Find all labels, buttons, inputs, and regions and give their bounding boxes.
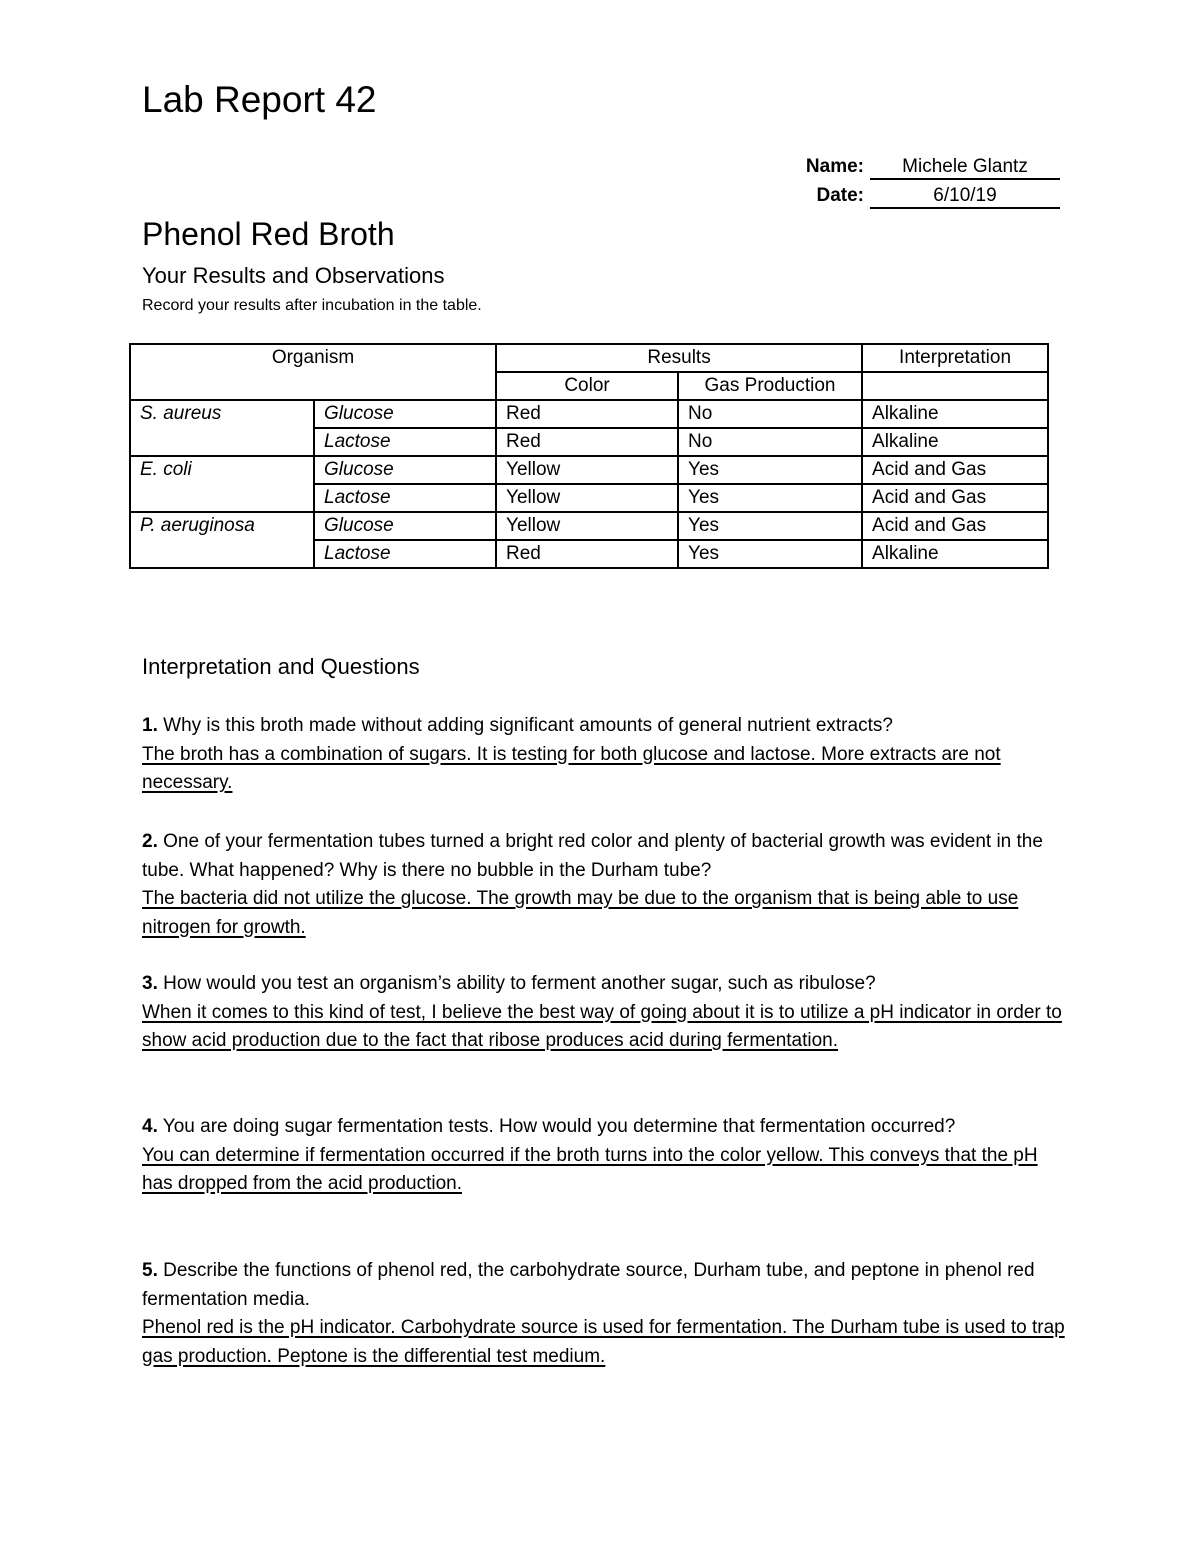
answer-text: When it comes to this kind of test, I believe the best way of going about it is to utilize a pH indicator in order to show acid production due to the fact that ribose produces acid during fermentation.: [142, 1001, 1062, 1051]
date-label: Date:: [816, 185, 864, 206]
question-block: [142, 1257, 1072, 1371]
cell-organism: E. coli: [130, 456, 314, 512]
header-interpretation: Interpretation: [862, 344, 1048, 372]
answer-text: The broth has a combination of sugars. It is testing for both glucose and lactose. More extracts are not necessary.: [142, 743, 1001, 793]
cell-gas: No: [678, 428, 862, 456]
header-organism: Organism: [130, 344, 496, 400]
table-row: [130, 456, 1048, 484]
cell-color: Yellow: [496, 512, 678, 540]
cell-interpretation: Acid and Gas: [862, 512, 1048, 540]
questions-heading: Interpretation and Questions: [142, 654, 420, 679]
header-results: Results: [496, 344, 862, 372]
question-block: [142, 1113, 1072, 1199]
answer-text: Phenol red is the pH indicator. Carbohydrate source is used for fermentation. The Durham tube is used to trap gas production. Peptone is the differential test medium.: [142, 1317, 1065, 1367]
cell-color: Red: [496, 428, 678, 456]
cell-sugar: Glucose: [314, 456, 496, 484]
table-row: [130, 400, 1048, 428]
cell-gas: No: [678, 400, 862, 428]
cell-interpretation: Alkaline: [862, 400, 1048, 428]
cell-sugar: Glucose: [314, 512, 496, 540]
header-gas: Gas Production: [678, 372, 862, 400]
question-block: [142, 712, 1072, 798]
question-text: Describe the functions of phenol red, the carbohydrate source, Durham tube, and peptone in phenol red fermentation media.: [142, 1260, 1035, 1310]
question-number: 1.: [142, 715, 158, 736]
name-value: Michele Glantz: [870, 156, 1060, 180]
cell-gas: Yes: [678, 456, 862, 484]
section-title: Phenol Red Broth: [142, 216, 395, 252]
results-table: [129, 343, 1049, 569]
name-label: Name:: [805, 156, 864, 177]
cell-interpretation: Alkaline: [862, 428, 1048, 456]
question-text: You are doing sugar fermentation tests. How would you determine that fermentation occurred?: [162, 1116, 956, 1137]
question-text: Why is this broth made without adding significant amounts of general nutrient extracts?: [163, 715, 893, 736]
question-text: One of your fermentation tubes turned a bright red color and plenty of bacterial growth was evident in the tube. What happened? Why is there no bubble in the Durham tube?: [142, 831, 1043, 881]
results-heading: Your Results and Observations: [142, 263, 445, 288]
page-title: Lab Report 42: [142, 79, 377, 120]
question-number: 2.: [142, 831, 158, 852]
cell-color: Yellow: [496, 484, 678, 512]
cell-organism: S. aureus: [130, 400, 314, 456]
cell-color: Red: [496, 400, 678, 428]
question-block: [142, 970, 1072, 1056]
cell-interpretation: Acid and Gas: [862, 456, 1048, 484]
cell-sugar: Glucose: [314, 400, 496, 428]
cell-organism: P. aeruginosa: [130, 512, 314, 568]
answer-text: You can determine if fermentation occurred if the broth turns into the color yellow. This conveys that the pH has dropped from the acid production.: [142, 1144, 1038, 1194]
cell-sugar: Lactose: [314, 484, 496, 512]
answer-text: The bacteria did not utilize the glucose. The growth may be due to the organism that is being able to use nitrogen for growth.: [142, 888, 1019, 938]
cell-sugar: Lactose: [314, 428, 496, 456]
header-empty: [862, 372, 1048, 400]
question-number: 3.: [142, 973, 158, 994]
question-number: 5.: [142, 1260, 158, 1281]
table-row: [130, 512, 1048, 540]
cell-sugar: Lactose: [314, 540, 496, 568]
question-text: How would you test an organism’s ability to ferment another sugar, such as ribulose?: [163, 973, 876, 994]
table-header-row: [130, 344, 1048, 372]
cell-interpretation: Acid and Gas: [862, 484, 1048, 512]
cell-interpretation: Alkaline: [862, 540, 1048, 568]
cell-gas: Yes: [678, 484, 862, 512]
question-number: 4.: [142, 1116, 158, 1137]
question-block: [142, 828, 1072, 942]
cell-gas: Yes: [678, 540, 862, 568]
date-value: 6/10/19: [870, 185, 1060, 209]
cell-color: Yellow: [496, 456, 678, 484]
cell-color: Red: [496, 540, 678, 568]
header-color: Color: [496, 372, 678, 400]
name-field: [790, 155, 1060, 180]
date-field: [790, 184, 1060, 209]
cell-gas: Yes: [678, 512, 862, 540]
results-instruction: Record your results after incubation in the table.: [142, 297, 482, 314]
